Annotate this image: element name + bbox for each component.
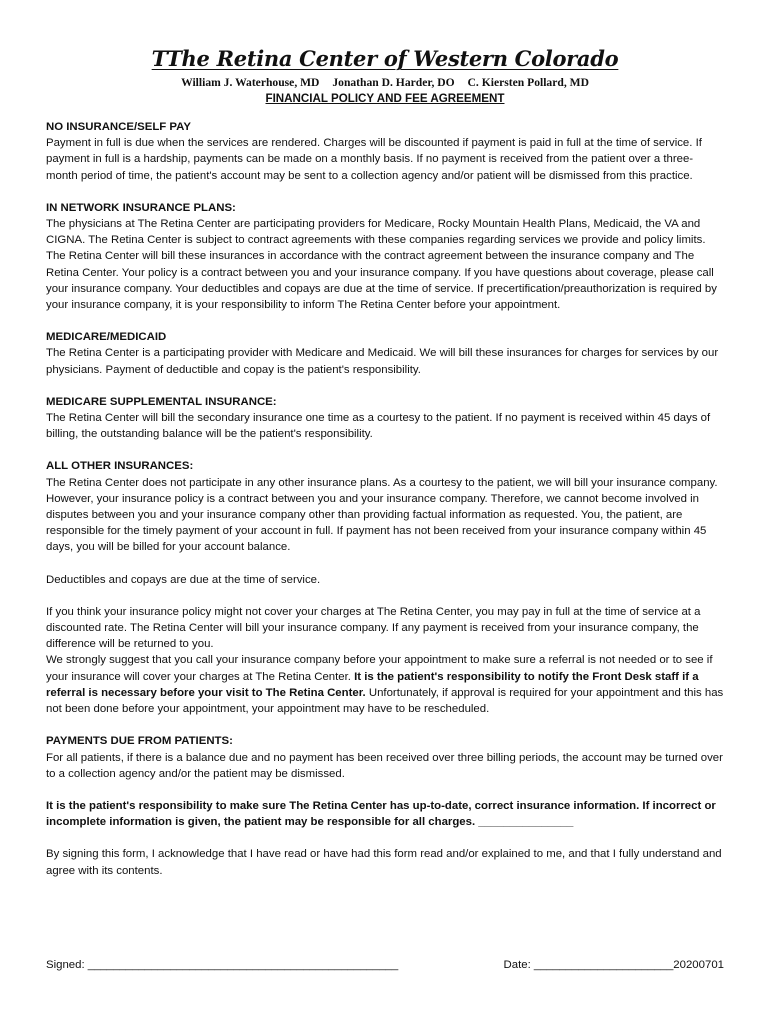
document-title: FINANCIAL POLICY AND FEE AGREEMENT [265, 92, 505, 105]
section-title: MEDICARE SUPPLEMENTAL INSURANCE: [46, 395, 277, 408]
section-no-insurance [46, 119, 724, 184]
section-title: PAYMENTS DUE FROM PATIENTS: [46, 735, 233, 748]
section-text: The Retina Center does not participate in any other insurance plans. As a courtesy to the patient, we will bill your insurance company. However, your insurance policy is a contract between you and your insurance company. Therefore, we cannot become involved in disputes between you and your insurance company other than providing factual information as requested. You, the patient, are responsible for the timely payment of your account in full. If payment has not been received from your insurance company within 45 days, you will be billed for your account balance. [46, 476, 718, 554]
referral-bold: It is the patient's responsibility to notify the Front Desk staff if a referral is necessary before your visit to The Retina Center. [46, 670, 699, 699]
section-medicare-medicaid [46, 329, 724, 378]
section-title: MEDICARE/MEDICAID [46, 331, 167, 344]
referral-end: Unfortunately, if approval is required for your appointment and this has not been done before your appointment, your appointment may have to be rescheduled. [46, 686, 724, 716]
section-text: The physicians at The Retina Center are participating providers for Medicare, Rocky Mountain Health Plans, Medicaid, the VA and CIGNA. The Retina Center is subject to contract agreements with these companies regarding services we provide and policy limits. The Retina Center will bill these insurances in accordance with the contract agreement between the insurance company and The Retina Center. Your policy is a contract between you and your insurance company. If you have questions about coverage, please call your insurance company. Your deductibles and copays are due at the time of service. If precertification/preauthorization is required by your insurance company, it is your responsibility to inform The Retina Center before your appointment. [46, 218, 717, 312]
physician-names [46, 75, 724, 91]
section-title: IN NETWORK INSURANCE PLANS: [46, 201, 236, 214]
section-text: The Retina Center is a participating provider with Medicare and Medicaid. We will bill these insurances for charges for services by our physicians. Payment of deductible and copay is the patient's responsibility. [46, 347, 719, 376]
referral-text [46, 652, 724, 717]
section-text: The Retina Center will bill the secondary insurance one time as a courtesy to the patient. If no payment is received within 45 days of billing, the outstanding balance will be the patient's responsibility. [46, 412, 711, 441]
section-medicare-supplemental [46, 394, 724, 443]
section-payments-due [46, 733, 724, 782]
date-field[interactable]: Date: ______________________20200701 [503, 959, 724, 971]
responsibility-notice: It is the patient's responsibility to make sure The Retina Center has up-to-date, correct insurance information. If incorrect or incomplete information is given, the patient may be responsible for all charges. _______________ [46, 799, 716, 829]
practice-title: TThe Retina Center of Western Colorado [151, 46, 619, 71]
acknowledgement-text: By signing this form, I acknowledge that I have read or have had this form read and/or explained to me, and that I fully understand and agree with its contents. [46, 848, 722, 877]
referral-intro: We strongly suggest that you call your insurance company before your appointment to make sure a referral is not needed or to see if your insurance will cover your charges at The Retina Center. [46, 654, 713, 683]
section-text: Payment in full is due when the services are rendered. Charges will be discounted if payment is paid in full at the time of service. If payment in full is a hardship, payments can be made on a monthly basis. If no payment is received from the patient over a three-month period of time, the patient's account may be sent to a collection agency and/or patient will be dismissed from this practice. [46, 137, 702, 182]
signature-line [46, 957, 724, 973]
physician-name: William J. Waterhouse, MD [181, 76, 320, 89]
section-all-other [46, 458, 724, 717]
signed-field[interactable]: Signed: _________________________________________________ [46, 959, 399, 971]
physician-name: C. Kiersten Pollard, MD [467, 76, 589, 89]
physician-name: Jonathan D. Harder, DO [332, 76, 455, 89]
section-in-network [46, 200, 724, 313]
not-covered-text: If you think your insurance policy might not cover your charges at The Retina Center, you may pay in full at the time of service at a discounted rate. The Retina Center will bill your insurance company. If any payment is received from your insurance company, the difference will be returned to you. [46, 605, 701, 651]
deductibles-text: Deductibles and copays are due at the time of service. [46, 573, 321, 586]
section-text: For all patients, if there is a balance due and no payment has been received over three billing periods, the account may be turned over to a collection agency and/or the patient may be dismissed. [46, 751, 723, 780]
section-title: ALL OTHER INSURANCES: [46, 460, 194, 473]
section-title: NO INSURANCE/SELF PAY [46, 121, 191, 133]
